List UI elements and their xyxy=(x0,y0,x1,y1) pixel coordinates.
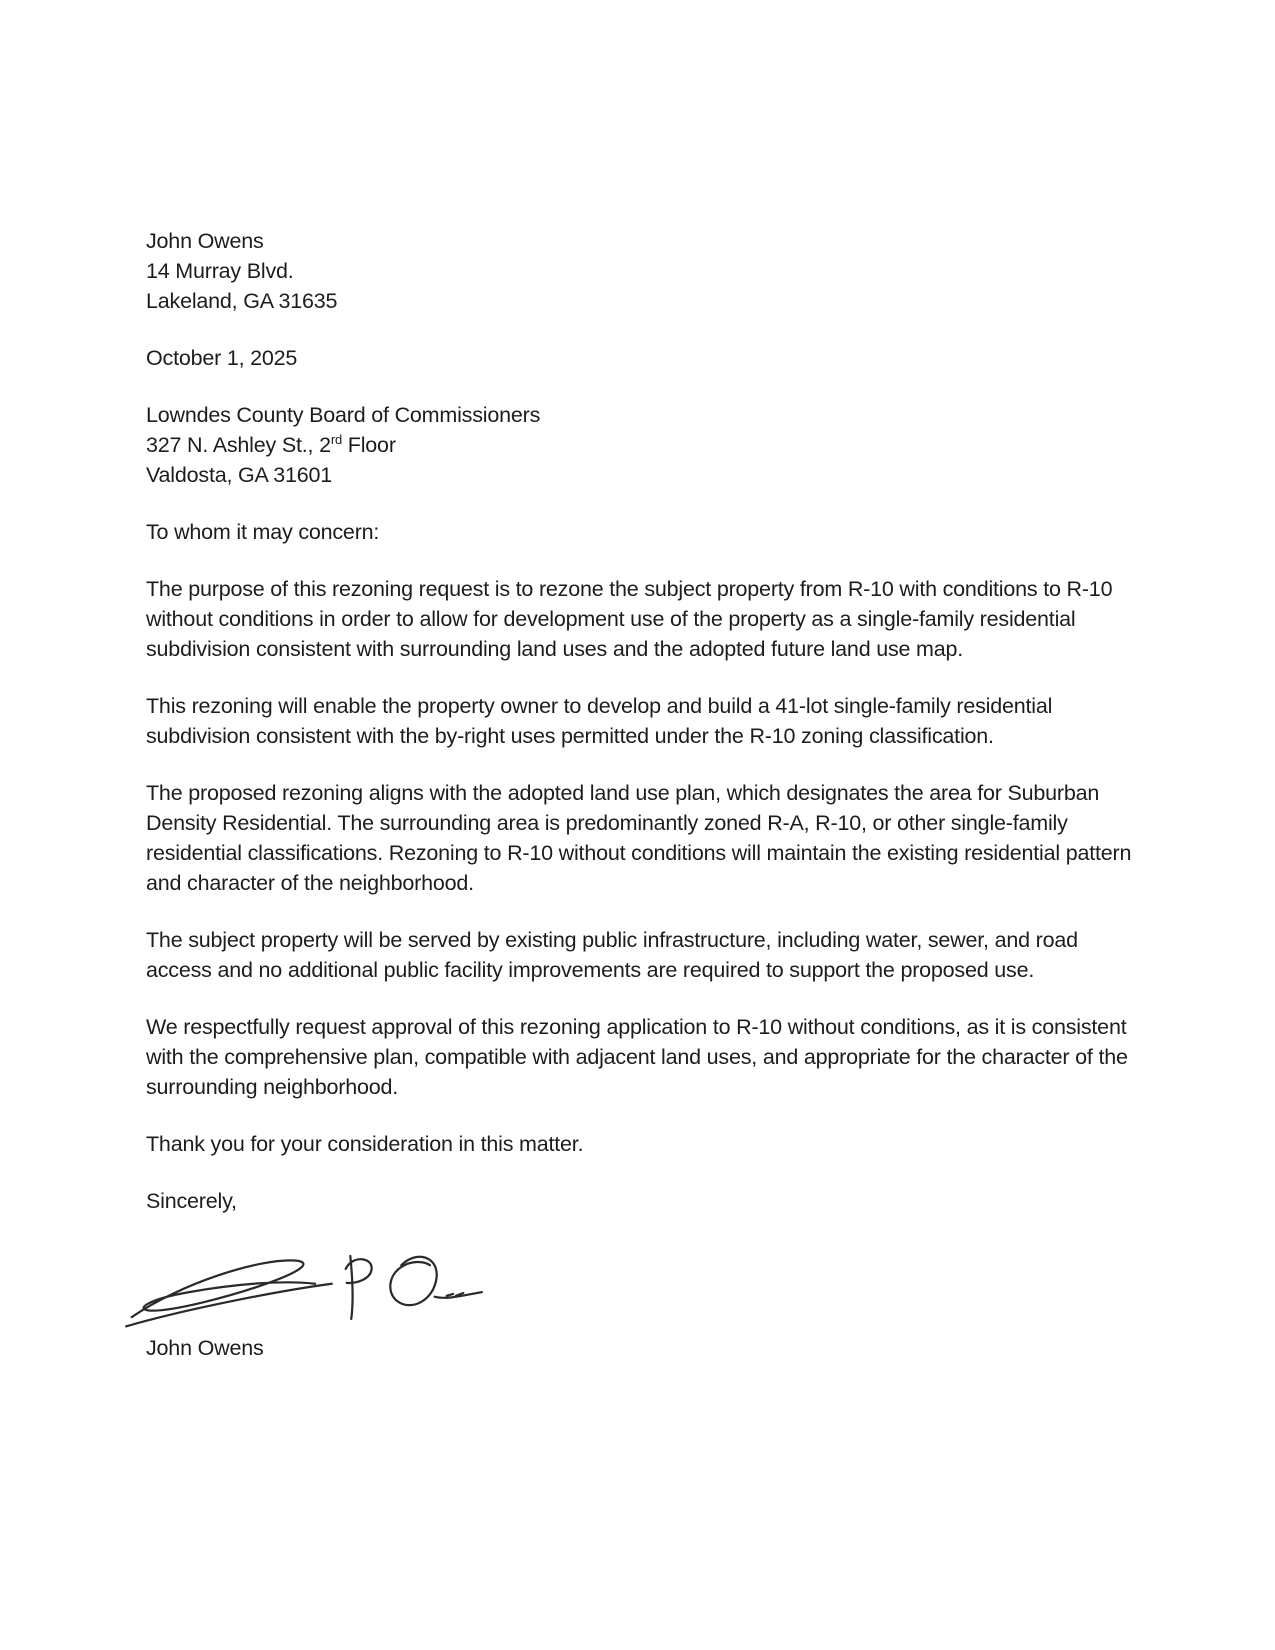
recipient-street-ordinal: rd xyxy=(330,431,343,447)
sender-city-state-zip: Lakeland, GA 31635 xyxy=(146,289,338,313)
date-line xyxy=(146,343,1146,373)
recipient-city-state-zip: Valdosta, GA 31601 xyxy=(146,463,333,487)
signed-name: John Owens xyxy=(146,1336,264,1360)
letter-body xyxy=(146,226,1146,1390)
sender-address-block xyxy=(146,226,1146,316)
body-paragraph-2: This rezoning will enable the property owner to develop and build a 41-lot single-family residential subdivision consistent with the by-right uses permitted under the R-10 zoning classification. xyxy=(146,694,1053,748)
body-paragraph-6: Thank you for your consideration in this matter. xyxy=(146,1132,584,1156)
signature-svg xyxy=(104,1243,504,1331)
letter-date: October 1, 2025 xyxy=(146,346,298,370)
body-paragraph-5: We respectfully request approval of this rezoning application to R-10 without conditions, as it is consistent with the comprehensive plan, compatible with adjacent land uses, and appropriate for the character of the surrounding neighborhood. xyxy=(146,1015,1128,1099)
recipient-street-suffix: Floor xyxy=(342,433,396,457)
recipient-address-block xyxy=(146,400,1146,490)
body-paragraph-3: The proposed rezoning aligns with the adopted land use plan, which designates the area for Suburban Density Residential. The surrounding area is predominantly zoned R-A, R-10, or other single-family residential classifications. Rezoning to R-10 without conditions will maintain the existing residential pattern and character of the neighborhood. xyxy=(146,781,1132,895)
recipient-street-prefix: 327 N. Ashley St., 2 xyxy=(146,433,331,457)
sender-name: John Owens xyxy=(146,229,264,253)
body-paragraph-4: The subject property will be served by existing public infrastructure, including water, sewer, and road access and no additional public facility improvements are required to support the proposed use. xyxy=(146,928,1078,982)
closing-salutation: Sincerely, xyxy=(146,1189,237,1213)
body-paragraph-1: The purpose of this rezoning request is to rezone the subject property from R-10 with conditions to R-10 without conditions in order to allow for development use of the property as a single-family residential subdivision consistent with surrounding land uses and the adopted future land use map. xyxy=(146,577,1113,661)
sender-street: 14 Murray Blvd. xyxy=(146,259,294,283)
salutation: To whom it may concern: xyxy=(146,520,380,544)
recipient-name: Lowndes County Board of Commissioners xyxy=(146,403,541,427)
signature-image xyxy=(104,1243,504,1331)
recipient-street xyxy=(146,430,1146,460)
